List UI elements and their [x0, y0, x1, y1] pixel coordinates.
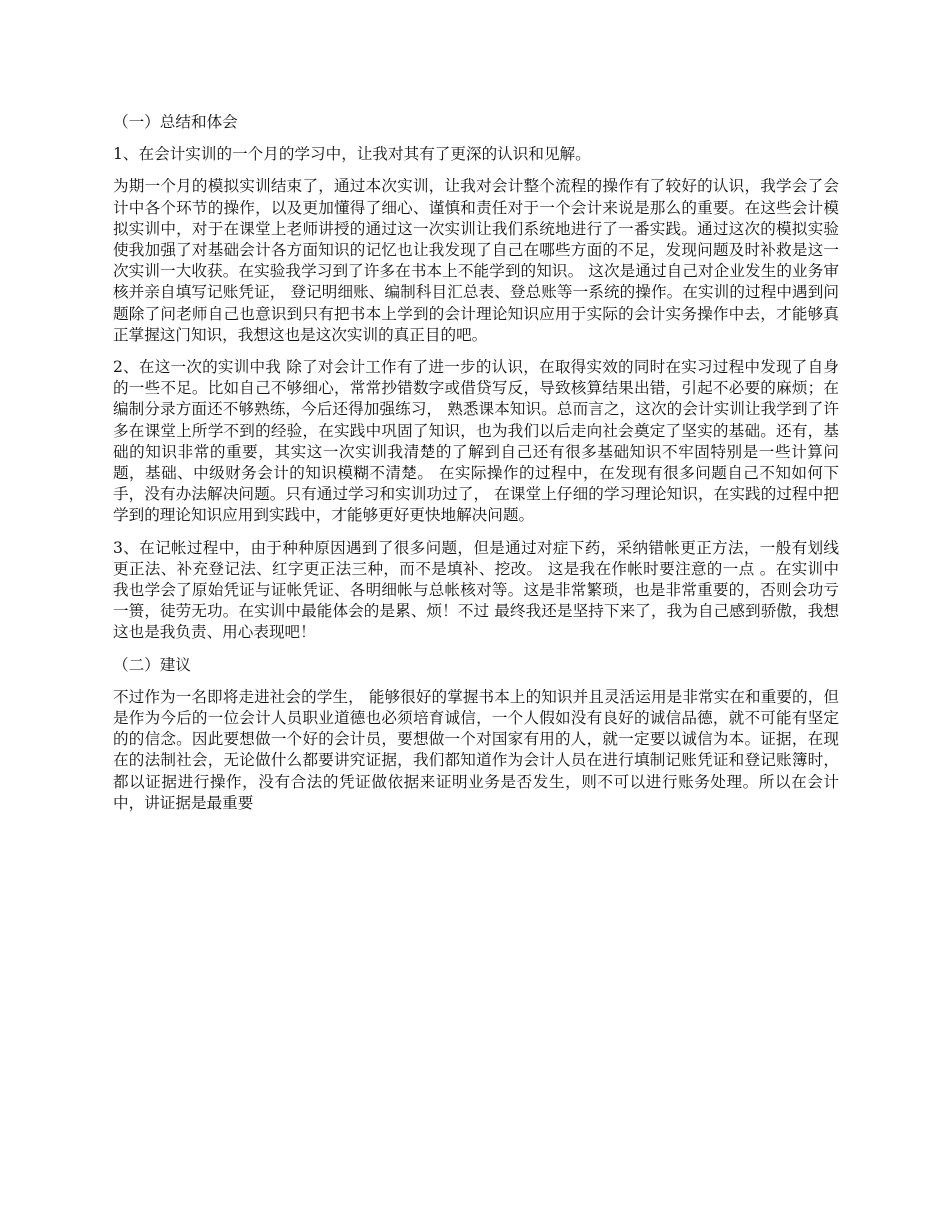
section-heading-suggestions: （二）建议	[113, 655, 191, 674]
paragraph-4: 不过作为一名即将走进社会的学生， 能够很好的掌握书本上的知识并且灵活运用是非常实在和重要的，但是作为今后的一位会计人员职业道德也必须培育诚信，一个人假如没有良好的诚信品德，就不可能有坚定的的信念。因此要想做一个好的会计员，要想做一个对国家有用的人，就一定要以诚信为本。证据，在现在的法制社会，无论做什么都要讲究证据，我们都知道作为会计人员在进行填制记账凭证和登记账簿时，都以证据进行操作，没有合法的凭证做依据来证明业务是否发生，则不可以进行账务处理。所以在会计中，讲证据是最重要	[113, 687, 839, 812]
section-heading-summary: （一）总结和体会	[113, 113, 238, 131]
item-heading-1: 1、在会计实训的一个月的学习中，让我对其有了更深的认识和见解。	[113, 145, 591, 164]
paragraph-3: 3、在记帐过程中，由于种种原因遇到了很多问题，但是通过对症下药，采纳错帐更正方法，一般有划线更正法、补充登记法、红字更正法三种，而不是填补、挖改。 这是我在作帐时要注意的一点 。在实训中 我也学会了原始凭证与证帐凭证、各明细帐与总帐核对等。这是非常繁琐，也是非常重要的，否则会功亏一篑，徒劳无功。在实训中最能体会的是累、烦！不过 最终我还是坚持下来了，我为自己感到骄傲，我想这也是我负责、用心表现吧！	[113, 538, 839, 642]
document-page	[113, 112, 839, 825]
paragraph-2: 2、在这一次的实训中我 除了对会计工作有了进一步的认识，在取得实效的同时在实习过程中发现了自身的一些不足。比如自己不够细心，常常抄错数字或借贷写反，导致核算结果出错，引起不必要的麻烦；在编制分录方面还不够熟练，今后还得加强练习， 熟悉课本知识。总而言之，这次的会计实训让我学到了许多在课堂上所学不到的经验，在实践中巩固了知识，也为我们以后走向社会奠定了坚实的基础。还有，基础的知识非常的重要，其实这一次实训我清楚的了解到自己还有很多基础知识不牢固特别是一些计算问题，基础、中级财务会计的知识模糊不清楚。 在实际操作的过程中，在发现有很多问题自己不知如何下手，没有办法解决问题。只有通过学习和实训功过了， 在课堂上仔细的学习理论知识，在实践的过程中把学到的理论知识应用到实践中，才能够更好更快地解决问题。	[113, 358, 839, 525]
paragraph-1: 为期一个月的模拟实训结束了，通过本次实训，让我对会计整个流程的操作有了较好的认识，我学会了会计中各个环节的操作，以及更加懂得了细心、谨慎和责任对于一个会计来说是那么的重要。在这些会计模拟实训中，对于在课堂上老师讲授的通过这一次实训让我们系统地进行了一番实践。通过这次的模拟实验使我加强了对基础会计各方面知识的记忆也让我发现了自己在哪些方面的不足，发现问题及时补救是这一次实训一大收获。在实验我学习到了许多在书本上不能学到的知识。 这次是通过自己对企业发生的业务审核并亲自填写记账凭证， 登记明细账、编制科目汇总表、登总账等一系统的操作。在实训的过程中遇到问题除了问老师自己也意识到只有把书本上学到的会计理论知识应用于实际的会计实务操作中去，才能够真正掌握这门知识，我想这也是这次实训的真正目的吧。	[113, 177, 839, 344]
